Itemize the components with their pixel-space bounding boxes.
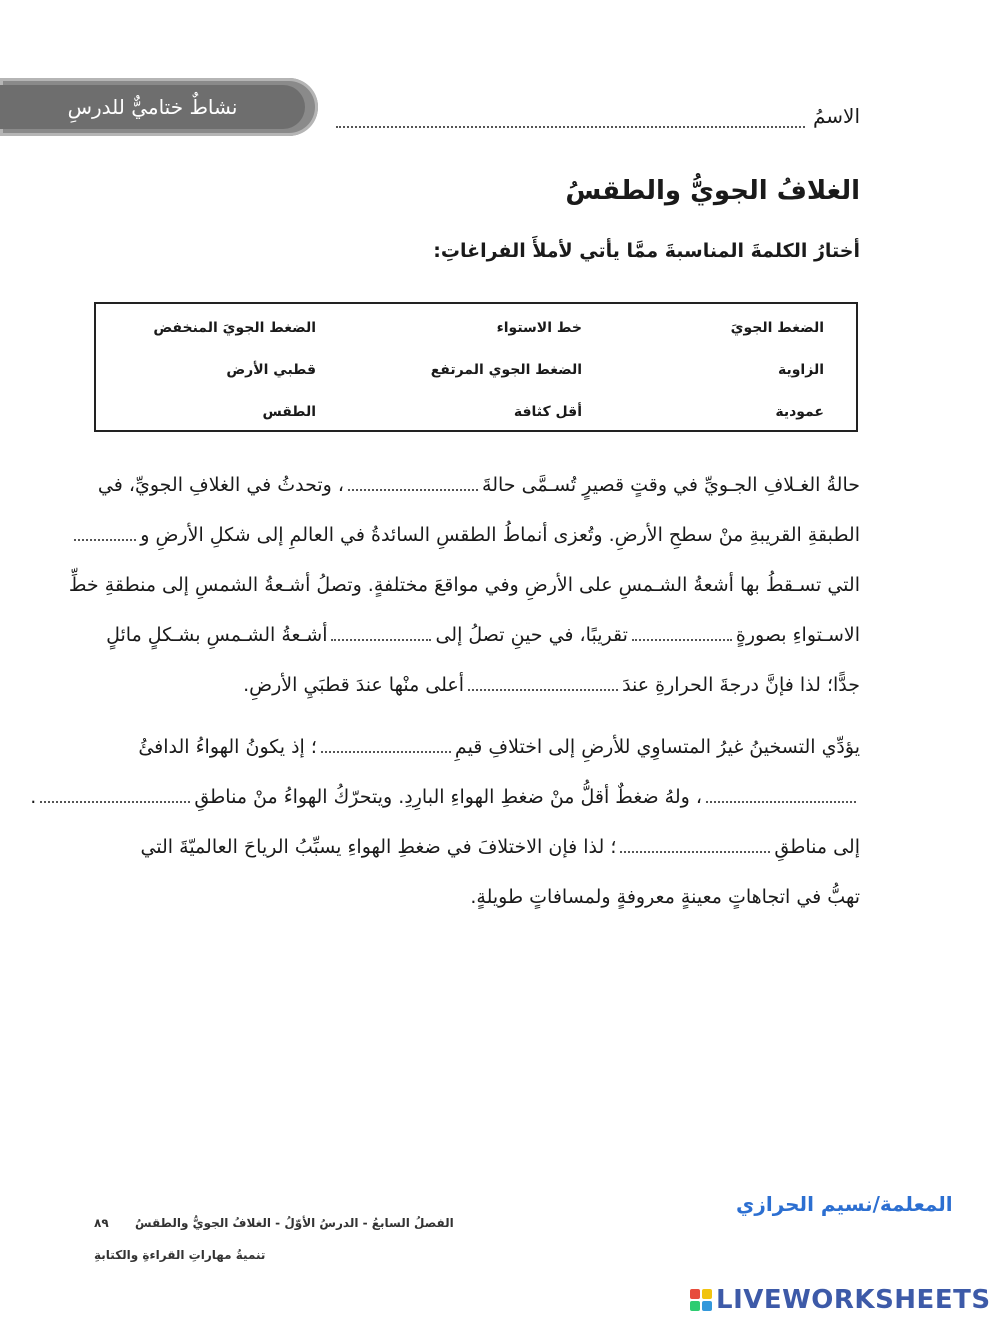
paragraph-line xyxy=(138,736,860,758)
blank-input[interactable] xyxy=(706,787,856,803)
footer-chapter: الفصلُ السابعُ - الدرسُ الأوّلُ - الغلافُ الجويُّ والطقسُ xyxy=(135,1216,454,1230)
text-segment: تهبُّ في اتجاهاتٍ معينةٍ معروفةٍ ولمسافاتٍ طويلةٍ. xyxy=(470,886,860,908)
word-bank xyxy=(94,302,858,432)
blank-input[interactable] xyxy=(620,837,770,853)
text-segment: أشـعةُ الشـمسِ بشـكلٍ مائلٍ xyxy=(106,624,328,646)
text-segment: ، وتحدثُ في الغلافِ الجويِّ، في xyxy=(97,474,345,496)
word-bank-item: الزاوية xyxy=(777,362,824,378)
blank-input[interactable] xyxy=(74,525,136,541)
word-bank-item: عمودية xyxy=(775,404,824,420)
text-segment: إلى مناطقِ xyxy=(774,836,860,858)
text-segment: ، ولهُ ضغطٌ أقلُّ منْ ضغطِ الهواءِ البارِدِ. ويتحرّكُ الهواءُ منْ مناطقِ xyxy=(194,786,702,808)
text-segment: جدًّا؛ لذا فإنَّ درجةَ الحرارةِ عندَ xyxy=(622,674,860,696)
text-segment: تقريبًا، في حينِ تصلُ إلى xyxy=(435,624,628,646)
blank-input[interactable] xyxy=(468,675,618,691)
page-title: الغلافُ الجويُّ والطقسُ xyxy=(565,176,860,206)
blank-input[interactable] xyxy=(632,625,732,641)
logo-square xyxy=(702,1289,712,1299)
paragraph-line xyxy=(30,786,860,808)
teacher-name: المعلمة/نسيم الحرازي xyxy=(736,1192,953,1216)
logo-square xyxy=(690,1289,700,1299)
word-bank-item: أقل كثافة xyxy=(513,404,582,420)
text-segment: الطبقةِ القريبةِ منْ سطحِ الأرضِ. وتُعزى أنماطُ الطقسِ السائدةُ في العالمِ إلى شكلِ الأرضِ و xyxy=(140,524,860,546)
logo-icon xyxy=(690,1289,712,1311)
lesson-tab xyxy=(0,78,318,136)
paragraph-line xyxy=(470,886,860,908)
lesson-tab-label: نشاطٌ ختاميٌّ للدرسِ xyxy=(0,85,305,129)
paragraph-line xyxy=(140,836,860,858)
liveworksheets-logo xyxy=(690,1284,991,1316)
word-bank-item: الطقس xyxy=(262,404,316,420)
text-segment: ؛ لذا فإن الاختلافَ في ضغطِ الهواءِ يسبِّبُ الرياحَ العالميّةَ التي xyxy=(140,836,617,858)
word-bank-item: قطبي الأرض xyxy=(226,362,316,378)
blank-input[interactable] xyxy=(348,475,478,491)
word-bank-item: خط الاستواء xyxy=(496,320,582,336)
blank-input[interactable] xyxy=(331,625,431,641)
footer-page-number: ٨٩ xyxy=(94,1216,109,1230)
footer-book: تنميةُ مهاراتِ القراءةِ والكتابةِ xyxy=(94,1248,266,1262)
text-segment: أعلى منْها عندَ قطبَيِ الأرضِ. xyxy=(243,674,465,696)
name-row xyxy=(336,104,860,128)
word-bank-item: الضغط الجويَ المنخفض xyxy=(153,320,316,336)
text-segment: . xyxy=(30,786,37,808)
paragraph-line xyxy=(69,574,860,596)
logo-square xyxy=(702,1301,712,1311)
text-segment: التي تسـقطُ بها أشعةُ الشـمسِ على الأرضِ وفي مواقعَ مختلفةٍ. وتصلُ أشـعةُ الشمسِ إلى منطقةِ خطِّ xyxy=(68,574,860,596)
text-segment: يؤدِّي التسخينُ غيرُ المتساوِي للأرضِ إلى اختلافِ قيمِ xyxy=(454,736,860,758)
paragraph-line xyxy=(98,474,860,496)
instruction: أختارُ الكلمةَ المناسبةَ ممَّا يأتي لأملأَ الفراغاتِ: xyxy=(433,240,860,262)
paragraph-line xyxy=(243,674,860,696)
paragraph-line xyxy=(106,624,860,646)
text-segment: الاسـتواءِ بصورةٍ xyxy=(735,624,860,646)
blank-input[interactable] xyxy=(321,737,451,753)
blank-input[interactable] xyxy=(40,787,190,803)
logo-square xyxy=(690,1301,700,1311)
logo-text: LIVEWORKSHEETS xyxy=(716,1285,991,1315)
paragraph-line xyxy=(70,524,860,546)
word-bank-item: الضغط الجوي المرتفع xyxy=(430,362,582,378)
text-segment: ؛ إذ يكونُ الهواءُ الدافئُ xyxy=(138,736,317,758)
word-bank-item: الضغط الجويَ xyxy=(730,320,824,336)
footer-chapter-line xyxy=(94,1216,454,1230)
text-segment: حالةُ الغـلافِ الجـويِّ في وقتٍ قصيرٍ تُسـمَّى حالةَ xyxy=(482,474,860,496)
name-input[interactable] xyxy=(336,108,805,128)
name-label: الاسمُ xyxy=(812,104,860,128)
